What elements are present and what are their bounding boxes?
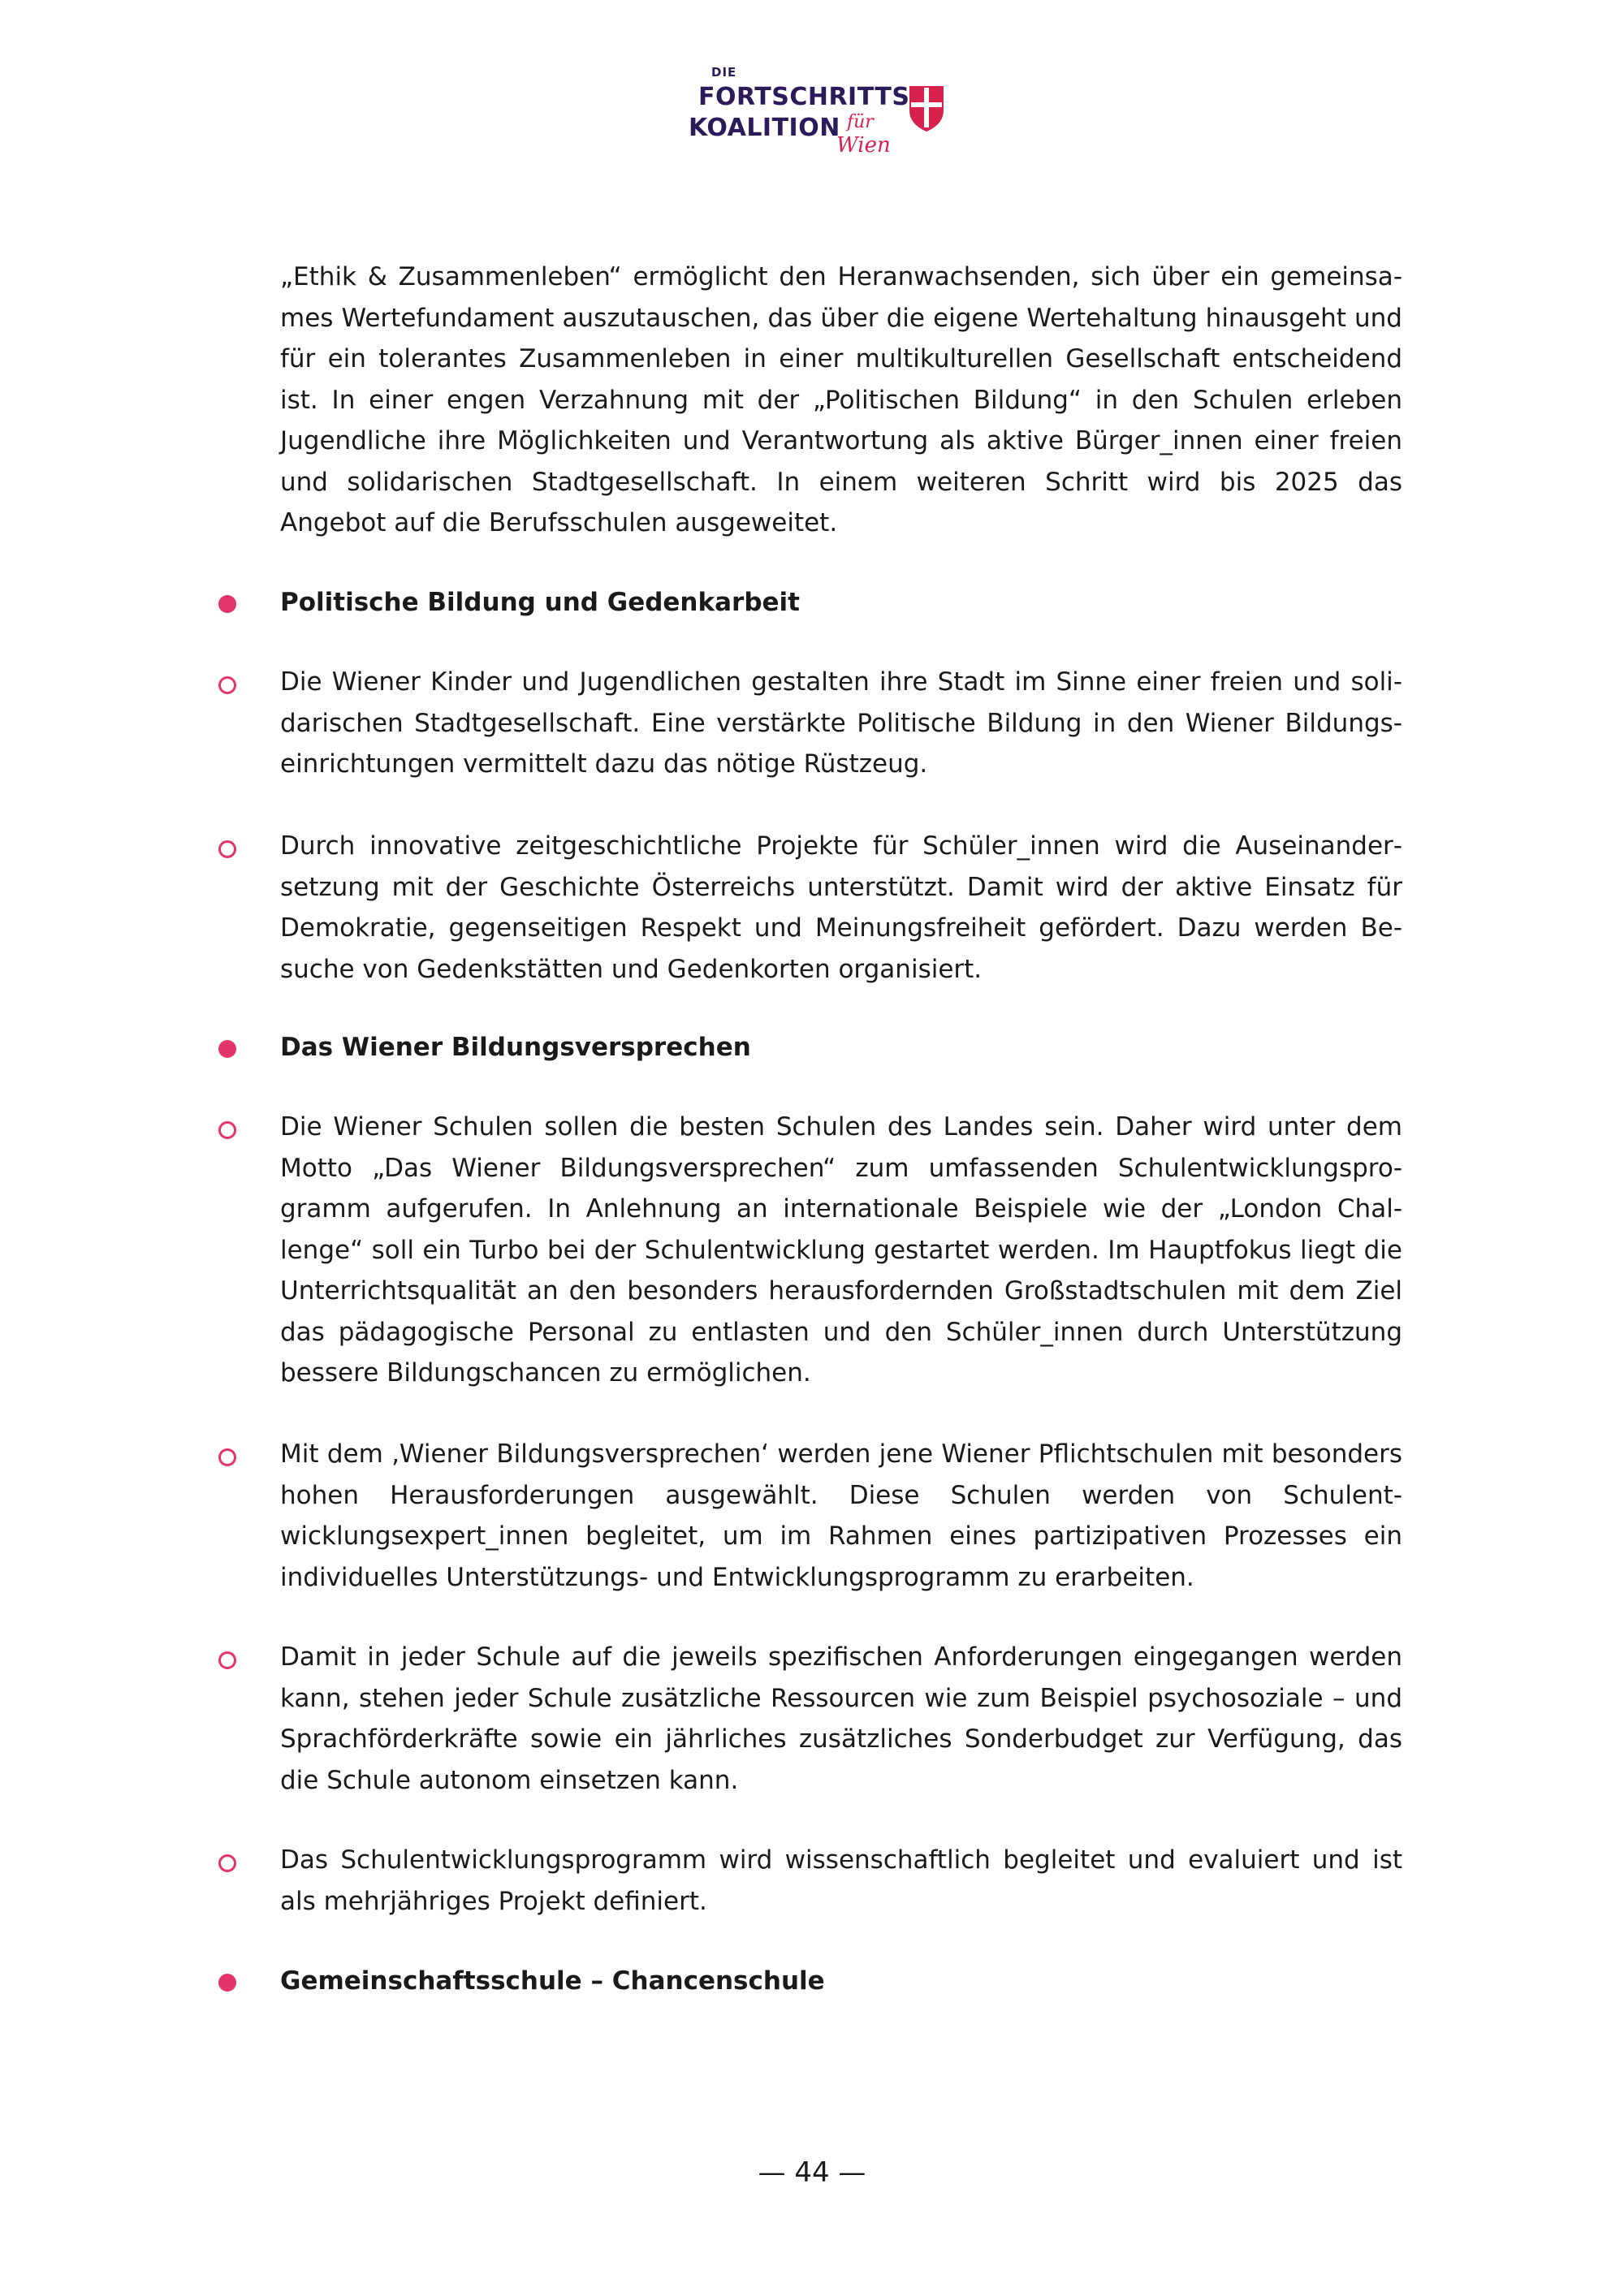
list-item	[280, 662, 1402, 785]
logo-die: DIE	[711, 65, 737, 80]
logo-line2: KOALITION	[689, 114, 840, 142]
logo	[689, 63, 957, 169]
list-item-text: Die Wiener Schulen sollen die besten Schulen des Landes sein. Daher wird unter dem Motto „Das Wiener Bildungsversprechen“ zum umfassenden Schulentwicklungsprogramm aufgerufen. In Anlehnung an internationale Beispiele wie der „London Challenge“ soll ein Turbo bei der Schulentwicklung gestartet werden. Im Hauptfokus liegt die Unterrichtsqualität an den besonders herausfordernden Großstadtschulen mit dem Ziel das pädagogische Personal zu entlasten und den Schüler_innen durch Unterstützung bessere Bildungschancen zu ermöglichen.	[280, 1112, 1402, 1388]
section-heading: Gemeinschaftsschule – Chancenschule	[280, 1966, 825, 1996]
section-heading: Das Wiener Bildungsversprechen	[280, 1033, 751, 1062]
list-item	[280, 826, 1402, 990]
logo-line1: FORTSCHRITTS	[698, 83, 910, 111]
intro-paragraph-block	[280, 257, 1402, 544]
list-item-text: Durch innovative zeitgeschichtliche Projekte für Schüler_innen wird die Auseinandersetzung mit der Geschichte Österreichs unterstützt. Damit wird der aktive Einsatz für Demokratie, gegenseitigen Respekt und Meinungsfreiheit gefördert. Dazu werden Besuche von Gedenkstätten und Gedenkorten organisiert.	[280, 831, 1402, 984]
section-heading: Politische Bildung und Gedenkarbeit	[280, 588, 800, 617]
list-item	[280, 1840, 1402, 1922]
list-bullet-icon	[218, 1651, 236, 1669]
section-heading-block	[280, 1961, 1402, 2001]
list-item	[280, 1434, 1402, 1598]
list-bullet-icon	[218, 1854, 236, 1872]
list-item-text: Damit in jeder Schule auf die jeweils spezifischen Anforderungen eingegangen werden kann, stehen jeder Schule zusätzliche Ressourcen wie zum Beispiel psychosoziale – und Sprachförderkräfte sowie ein jährliches zusätzliches Sonderbudget zur Verfügung, das die Schule autonom einsetzen kann.	[280, 1642, 1402, 1795]
intro-paragraph: „Ethik & Zusammenleben“ ermöglicht den Heranwachsenden, sich über ein gemeinsames Wertefundament auszutauschen, das über die eigene Wertehaltung hinausgeht und für ein tolerantes Zusammenleben in einer multikulturellen Gesellschaft entscheidend ist. In einer engen Verzahnung mit der „Politischen Bildung“ in den Schulen erleben Jugendliche ihre Möglichkeiten und Verantwortung als aktive Bürger_innen einer freien und solidarischen Stadtgesellschaft. In einem weiteren Schritt wird bis 2025 das Angebot auf die Berufsschulen ausgeweitet.	[280, 262, 1402, 537]
vienna-shield-icon	[909, 86, 944, 132]
list-bullet-icon	[218, 1448, 236, 1466]
list-item-text: Mit dem ‚Wiener Bildungsversprechen‘ werden jene Wiener Pflichtschulen mit besonders hohen Herausforderungen ausgewählt. Diese Schulen werden von Schulentwicklungsexpert_innen begleitet, um im Rahmen eines partizipativen Prozesses ein individuelles Unterstützungs- und Entwicklungsprogramm zu erarbeiten.	[280, 1439, 1402, 1592]
section-bullet-icon	[218, 1040, 236, 1058]
logo-wien: Wien	[836, 133, 891, 158]
list-item-text: Die Wiener Kinder und Jugendlichen gestalten ihre Stadt im Sinne einer freien und solidarischen Stadtgesellschaft. Eine verstärkte Politische Bildung in den Wiener Bildungseinrichtungen vermittelt dazu das nötige Rüstzeug.	[280, 667, 1402, 779]
list-item	[280, 1637, 1402, 1801]
section-heading-block	[280, 582, 1402, 623]
list-bullet-icon	[218, 840, 236, 858]
list-bullet-icon	[218, 1121, 236, 1139]
list-item-text: Das Schulentwicklungsprogramm wird wissenschaftlich begleitet und evaluiert und ist als mehrjähriges Projekt definiert.	[280, 1845, 1402, 1916]
page-number: — 44 —	[758, 2156, 866, 2189]
section-bullet-icon	[218, 595, 236, 613]
list-bullet-icon	[218, 676, 236, 694]
list-item	[280, 1107, 1402, 1394]
section-heading-block	[280, 1027, 1402, 1068]
logo-fuer: für	[847, 112, 874, 132]
section-bullet-icon	[218, 1974, 236, 1992]
